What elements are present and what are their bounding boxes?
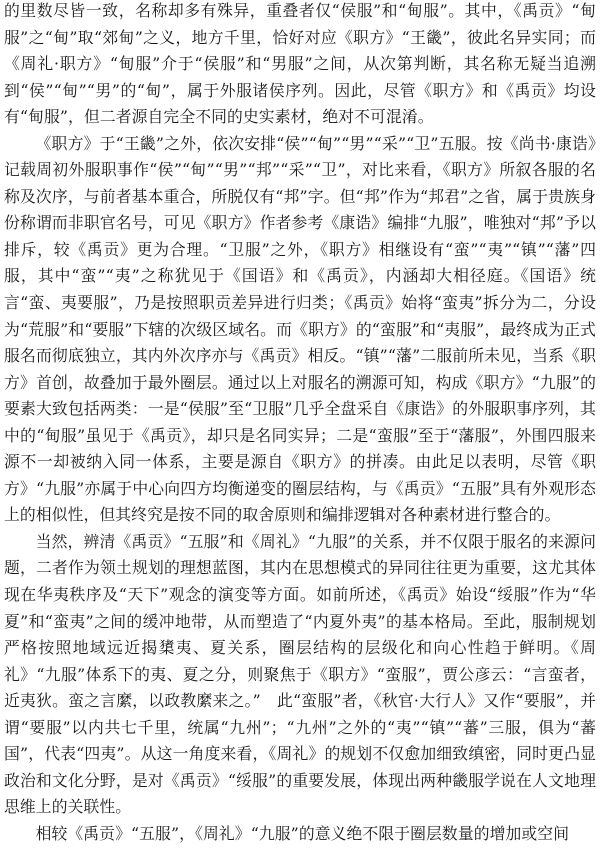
paragraph-3: 当然，辨清《禹贡》“五服”和《周礼》“九服”的关系，并不仅限于服名的来源问题，二者作为领土规划的理想蓝图，其内在思想模式的异同往往更为重要，这尤其体现在华夷秩序及“天下”观念的演变等方面。如前所述，《禹贡》始设“绥服”作为“华夏”和“蛮夷”之间的缓冲地带，从而塑造了“内夏外夷”的基本格局。至此，服制规划严格按照地域远近揭橥夷、夏关系，圈层结构的层级化和向心性趋于鲜明。《周礼》“九服”体系下的夷、夏之分，则聚焦于《职方》“蛮服”，贾公彦云：“言蛮者，近夷狄。蛮之言縻，以政教縻来之。” 此“蛮服”者，《秋官·大行人》又作“要服”，并谓“要服”以内共七千里，统属“九州”；“九州”之外的“夷”“镇”“蕃”三服，俱为“蕃国”，代表“四夷”。从这一角度来看，《周礼》的规划不仅愈加细致缜密，同时更凸显政治和文化分野，是对《禹贡》“绥服”的重要发展，体现出两种畿服学说在人文地理思维上的关联性。 <box>4 531 596 817</box>
paragraph-1: 的里数尽皆一致，名称却多有殊异，重叠者仅“侯服”和“甸服”。其中，《禹贡》“甸服”之“甸”取“郊甸”之义，地方千里，恰好对应《职方》“王畿”，彼此名异实同；而《周礼·职方》“甸服”介于“侯服”和“男服”之间，从次第判断，其名称无疑当追溯到“侯”“甸”“男”的“甸”，属于外服诸侯序列。因此，尽管《职方》和《禹贡》均设有“甸服”，但二者源自完全不同的史实素材，绝对不可混淆。 <box>4 1 596 127</box>
paragraph-4: 相较《禹贡》“五服”，《周礼》“九服”的意义绝不限于圈层数量的增加或空间 <box>35 823 570 843</box>
paragraph-2: 《职方》于“王畿”之外，依次安排“侯”“甸”“男”“采”“卫”五服。按《尚书·康诰》记载周初外服职事作“侯”“甸”“男”“邦”“采”“卫”，对比来看，《职方》所叙各服的名称及次序，与前者基本重合，所脱仅有“邦”字。但“邦”作为“邦君”之省，属于贵族身份称谓而非职官名号，可见《职方》作者参考《康诰》编排“九服”，唯独对“邦”予以排斥，较《禹贡》更为合理。“卫服”之外，《职方》相继设有“蛮”“夷”“镇”“藩”四服，其中“蛮”“夷”之称犹见于《国语》和《禹贡》，内涵却大相径庭。《国语》统言“蛮、夷要服”，乃是按照职贡差异进行归类；《禹贡》始将“蛮夷”拆分为二，分设为“荒服”和“要服”下辖的次级区域名。而《职方》的“蛮服”和“夷服”，最终成为正式服名而彻底独立，其内外次序亦与《禹贡》相反。“镇”“藩”二服前所未见，当系《职方》首创，故叠加于最外圈层。通过以上对服名的溯源可知，构成《职方》“九服”的要素大致包括两类：一是“侯服”至“卫服”几乎全盘采自《康诰》的外服职事序列，其中的“甸服”虽见于《禹贡》，却只是名同实异；二是“蛮服”至于“藩服”，外围四服来源不一却被纳入同一体系，主要是源自《职方》的拼凑。由此足以表明，尽管《职方》“九服”亦属于中心向四方均衡递变的圈层结构，与《禹贡》“五服”具有外观形态上的相似性，但其终究是按不同的取舍原则和编排逻辑对各种素材进行整合的。 <box>4 133 596 525</box>
